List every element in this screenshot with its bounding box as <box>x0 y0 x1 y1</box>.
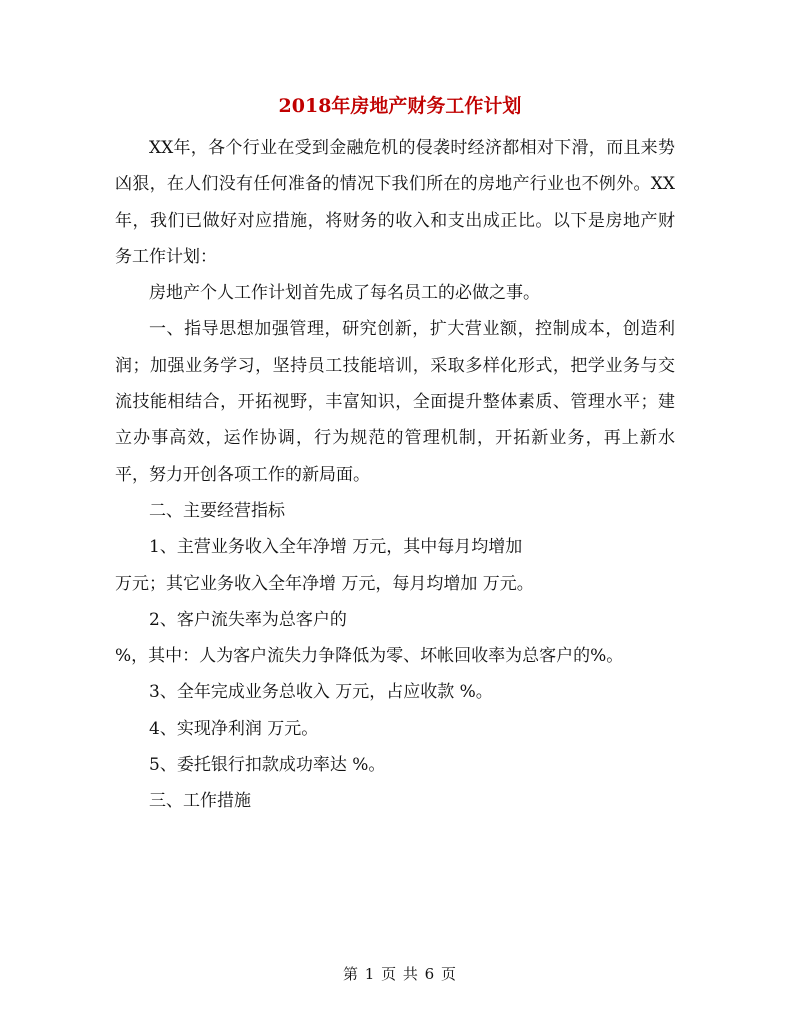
section-heading-main-indicators: 二、主要经营指标 <box>149 500 285 521</box>
indicator-item-4: 4、实现净利润 万元。 <box>149 718 319 739</box>
document-body <box>115 130 675 820</box>
indicator-item-5: 5、委托银行扣款成功率达 %。 <box>149 755 386 776</box>
paragraph-intro: XX年，各个行业在受到金融危机的侵袭时经济都相对下滑，而且来势凶狠，在人们没有任何准备的情况下我们所在的房地产行业也不例外。XX年，我们已做好对应措施，将财务的收入和支出成正比。以下是房地产财务工作计划： <box>115 138 675 267</box>
indicator-item-3: 3、全年完成业务总收入 万元，占应收款 %。 <box>149 682 493 703</box>
paragraph-guiding-principle: 一、指导思想加强管理，研究创新，扩大营业额，控制成本，创造利润；加强业务学习，坚持员工技能培训，采取多样化形式，把学业务与交流技能相结合，开拓视野，丰富知识，全面提升整体素质、管理水平；建立办事高效，运作协调，行为规范的管理机制，开拓新业务，再上新水平，努力开创各项工作的新局面。 <box>115 319 675 485</box>
indicator-item-2-continued: %，其中：人为客户流失力争降低为零、坏帐回收率为总客户的%。 <box>115 646 624 667</box>
indicator-item-1: 1、主营业务收入全年净增 万元，其中每月均增加 <box>149 537 523 558</box>
page-number-footer: 第 1 页 共 6 页 <box>343 965 457 983</box>
paragraph-personal-plan: 房地产个人工作计划首先成了每名员工的必做之事。 <box>149 283 540 304</box>
indicator-item-2: 2、客户流失率为总客户的 <box>149 609 347 630</box>
section-heading-work-measures: 三、工作措施 <box>149 791 251 812</box>
document-title: 2018年房地产财务工作计划 <box>278 95 522 117</box>
indicator-item-1-continued: 万元；其它业务收入全年净增 万元，每月均增加 万元。 <box>115 573 534 594</box>
